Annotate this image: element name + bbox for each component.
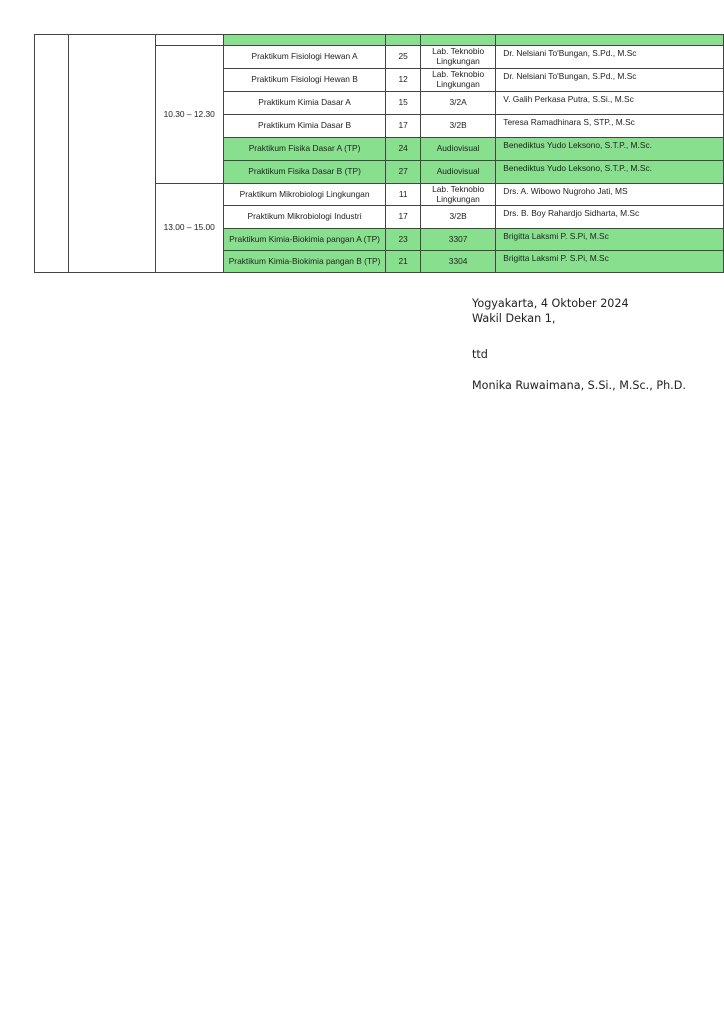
- student-count: 17: [386, 206, 421, 229]
- lecturer-name: V. Galih Perkasa Putra, S.Si., M.Sc: [496, 92, 724, 115]
- place-date: Yogyakarta, 4 Oktober 2024: [472, 297, 629, 310]
- time-slot-cell: 10.30 – 12.30: [155, 46, 223, 184]
- signature-block: [472, 296, 686, 393]
- course-name: Praktikum Kimia-Biokimia pangan B (TP): [223, 251, 386, 273]
- room-name: Lab. Teknobio Lingkungan: [420, 184, 495, 206]
- student-count: 25: [386, 46, 421, 69]
- time-slot-cell: 13.00 – 15.00: [155, 184, 223, 273]
- lecturer-name: Drs. B. Boy Rahardjo Sidharta, M.Sc: [496, 206, 724, 229]
- room-name: 3304: [420, 251, 495, 273]
- lecturer-name: Dr. Nelsiani To'Bungan, S.Pd., M.Sc: [496, 46, 724, 69]
- course-cell-empty: [223, 35, 386, 46]
- room-name: 3/2A: [420, 92, 495, 115]
- course-name: Praktikum Kimia Dasar A: [223, 92, 386, 115]
- room-name: Lab. Teknobio Lingkungan: [420, 46, 495, 69]
- lecturer-cell-empty: [496, 35, 724, 46]
- room-name: Lab. Teknobio Lingkungan: [420, 69, 495, 92]
- signer-name: Monika Ruwaimana, S.Si., M.Sc., Ph.D.: [472, 379, 686, 392]
- course-name: Praktikum Kimia-Biokimia pangan A (TP): [223, 229, 386, 251]
- ttd-mark: ttd: [472, 348, 488, 361]
- spacer: [472, 326, 686, 347]
- lecturer-name: Benediktus Yudo Leksono, S.T.P., M.Sc.: [496, 138, 724, 161]
- schedule-table: [34, 34, 724, 273]
- lecturer-name: Benediktus Yudo Leksono, S.T.P., M.Sc.: [496, 161, 724, 184]
- course-name: Praktikum Fisiologi Hewan A: [223, 46, 386, 69]
- student-count: 21: [386, 251, 421, 273]
- lecturer-name: Brigitta Laksmi P. S.Pi, M.Sc: [496, 229, 724, 251]
- student-count: 17: [386, 115, 421, 138]
- student-count: 11: [386, 184, 421, 206]
- room-name: Audiovisual: [420, 138, 495, 161]
- count-cell-empty: [386, 35, 421, 46]
- time-cell-empty: [155, 35, 223, 46]
- course-name: Praktikum Kimia Dasar B: [223, 115, 386, 138]
- room-name: 3/2B: [420, 206, 495, 229]
- room-cell-empty: [420, 35, 495, 46]
- lecturer-name: Teresa Ramadhinara S, STP., M.Sc: [496, 115, 724, 138]
- lecturer-name: Drs. A. Wibowo Nugroho Jati, MS: [496, 184, 724, 206]
- student-count: 15: [386, 92, 421, 115]
- blank-column-1: [35, 35, 69, 273]
- room-name: Audiovisual: [420, 161, 495, 184]
- lecturer-name: Brigitta Laksmi P. S.Pi, M.Sc: [496, 251, 724, 273]
- lecturer-name: Dr. Nelsiani To'Bungan, S.Pd., M.Sc: [496, 69, 724, 92]
- student-count: 24: [386, 138, 421, 161]
- table-row-header-remnant: [35, 35, 724, 46]
- course-name: Praktikum Mikrobiologi Industri: [223, 206, 386, 229]
- course-name: Praktikum Mikrobiologi Lingkungan: [223, 184, 386, 206]
- student-count: 12: [386, 69, 421, 92]
- room-name: 3307: [420, 229, 495, 251]
- course-name: Praktikum Fisika Dasar B (TP): [223, 161, 386, 184]
- course-name: Praktikum Fisika Dasar A (TP): [223, 138, 386, 161]
- blank-column-2: [69, 35, 155, 273]
- student-count: 23: [386, 229, 421, 251]
- spacer: [472, 362, 686, 378]
- student-count: 27: [386, 161, 421, 184]
- room-name: 3/2B: [420, 115, 495, 138]
- signer-position: Wakil Dekan 1,: [472, 312, 556, 325]
- course-name: Praktikum Fisiologi Hewan B: [223, 69, 386, 92]
